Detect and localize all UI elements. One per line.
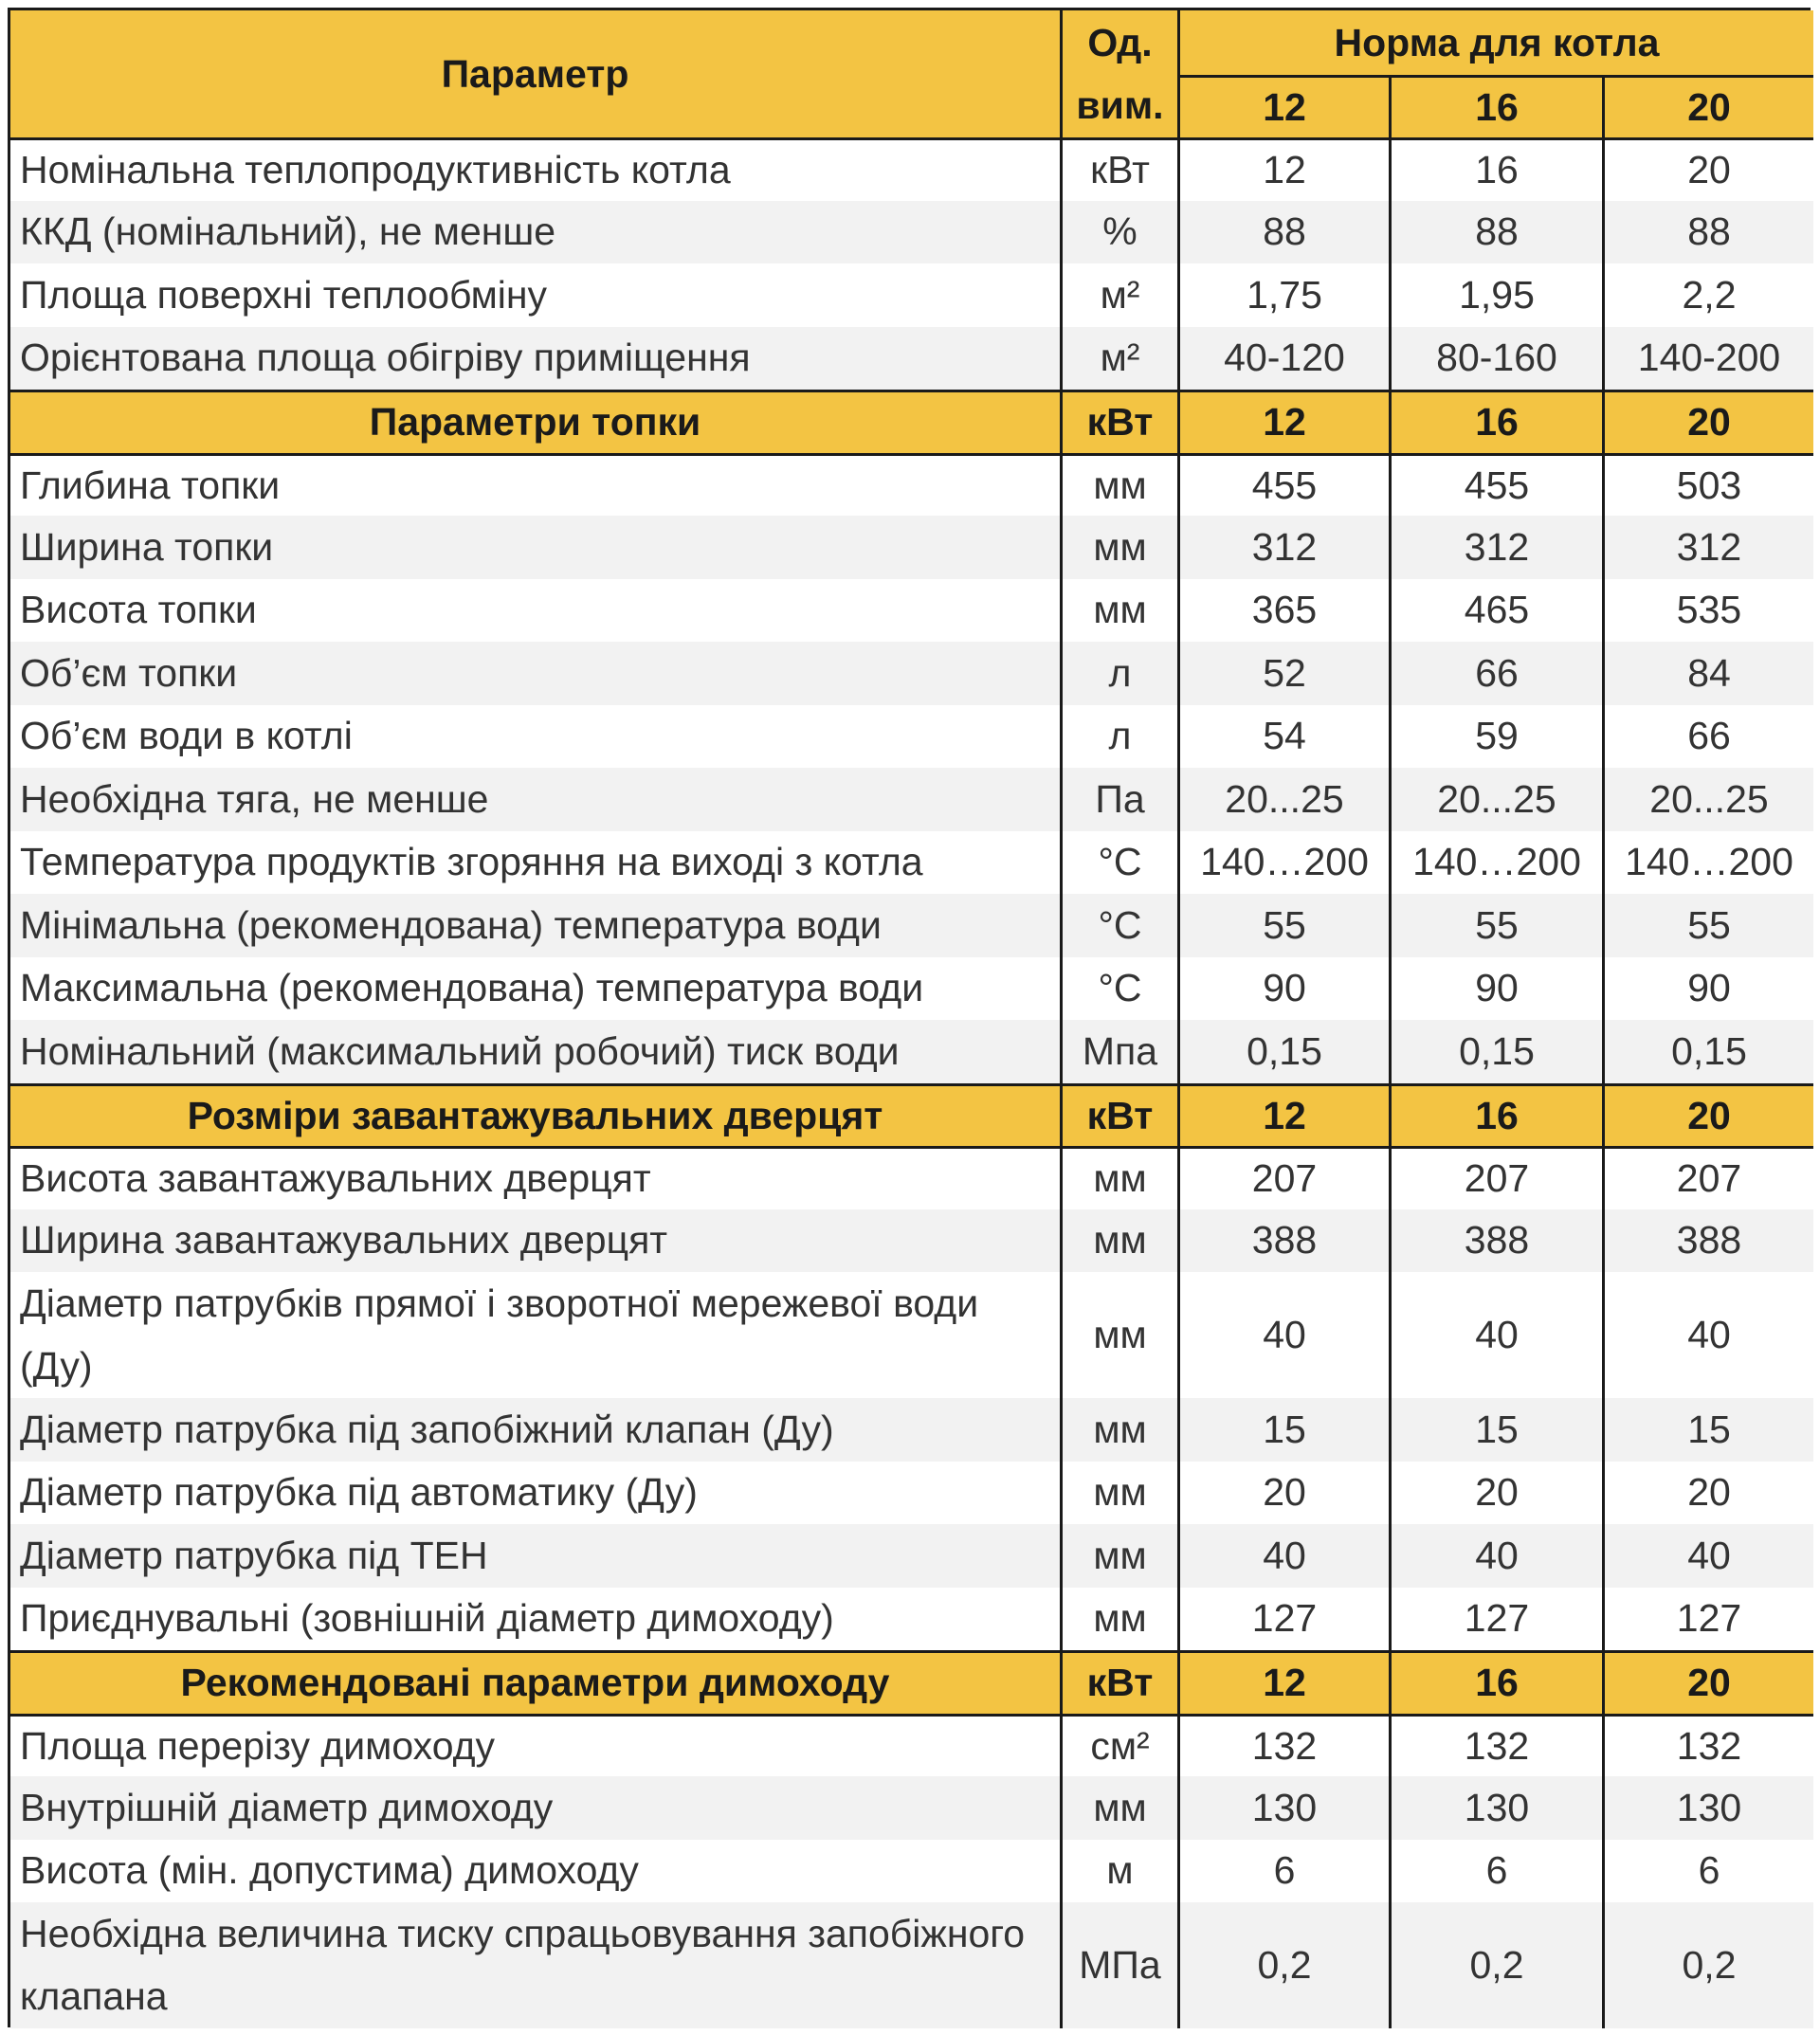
param-label: Висота топки xyxy=(10,579,1060,643)
param-label: Номінальна теплопродуктивність котла xyxy=(10,137,1060,201)
param-value: 312 xyxy=(1389,516,1602,579)
param-value: 140…200 xyxy=(1389,831,1602,895)
param-value: 127 xyxy=(1177,1588,1389,1651)
param-value: 127 xyxy=(1389,1588,1602,1651)
param-value: 6 xyxy=(1177,1840,1389,1903)
param-value: 455 xyxy=(1389,453,1602,517)
param-value: 40 xyxy=(1177,1524,1389,1588)
header-units xyxy=(1060,10,1177,137)
param-value: 388 xyxy=(1177,1209,1389,1273)
boiler-spec-table xyxy=(8,8,1811,2027)
section-model: 16 xyxy=(1389,1083,1602,1147)
param-unit: м² xyxy=(1060,327,1177,391)
param-value: 132 xyxy=(1602,1714,1813,1777)
param-value: 388 xyxy=(1602,1209,1813,1273)
param-value: 66 xyxy=(1389,642,1602,705)
param-label: Площа поверхні теплообміну xyxy=(10,263,1060,327)
param-value: 465 xyxy=(1389,579,1602,643)
param-label: Діаметр патрубка під автоматику (Ду) xyxy=(10,1462,1060,1525)
header-units-line2: вим. xyxy=(1076,83,1164,127)
param-unit: мм xyxy=(1060,1146,1177,1209)
section-title: Розміри завантажувальних дверцят xyxy=(10,1083,1060,1147)
param-value: 55 xyxy=(1602,894,1813,957)
param-value: 20 xyxy=(1602,1462,1813,1525)
param-label: Об’єм води в котлі xyxy=(10,705,1060,769)
param-label: Діаметр патрубка під ТЕН xyxy=(10,1524,1060,1588)
header-model: 16 xyxy=(1389,75,1602,137)
section-unit: кВт xyxy=(1060,390,1177,453)
param-label: Ширина топки xyxy=(10,516,1060,579)
param-value: 90 xyxy=(1177,957,1389,1021)
param-unit: мм xyxy=(1060,453,1177,517)
param-value: 55 xyxy=(1389,894,1602,957)
section-model: 12 xyxy=(1177,390,1389,453)
param-label: Орієнтована площа обігріву приміщення xyxy=(10,327,1060,391)
param-unit: мм xyxy=(1060,516,1177,579)
param-value: 40-120 xyxy=(1177,327,1389,391)
param-value: 132 xyxy=(1177,1714,1389,1777)
param-value: 365 xyxy=(1177,579,1389,643)
section-title: Рекомендовані параметри димоходу xyxy=(10,1650,1060,1714)
param-unit: кВт xyxy=(1060,137,1177,201)
param-value: 40 xyxy=(1602,1272,1813,1398)
param-value: 66 xyxy=(1602,705,1813,769)
param-label: Діаметр патрубків прямої і зворотної мережевої води (Ду) xyxy=(10,1272,1060,1398)
param-value: 20...25 xyxy=(1602,768,1813,831)
section-unit: кВт xyxy=(1060,1083,1177,1147)
section-model: 12 xyxy=(1177,1083,1389,1147)
param-unit: мм xyxy=(1060,1776,1177,1840)
param-label: Висота (мін. допустима) димоходу xyxy=(10,1840,1060,1903)
param-unit: МПа xyxy=(1060,1902,1177,2028)
param-value: 207 xyxy=(1602,1146,1813,1209)
param-value: 20...25 xyxy=(1389,768,1602,831)
param-unit: Па xyxy=(1060,768,1177,831)
param-value: 20...25 xyxy=(1177,768,1389,831)
param-label: Ширина завантажувальних дверцят xyxy=(10,1209,1060,1273)
param-value: 40 xyxy=(1177,1272,1389,1398)
param-unit: мм xyxy=(1060,1588,1177,1651)
param-value: 12 xyxy=(1177,137,1389,201)
param-unit: мм xyxy=(1060,1398,1177,1462)
param-unit: мм xyxy=(1060,1272,1177,1398)
param-value: 207 xyxy=(1389,1146,1602,1209)
section-model: 12 xyxy=(1177,1650,1389,1714)
param-value: 54 xyxy=(1177,705,1389,769)
param-unit: м xyxy=(1060,1840,1177,1903)
param-value: 127 xyxy=(1602,1588,1813,1651)
param-unit: % xyxy=(1060,201,1177,264)
param-label: Діаметр патрубка під запобіжний клапан (Ду) xyxy=(10,1398,1060,1462)
param-value: 140…200 xyxy=(1177,831,1389,895)
param-value: 88 xyxy=(1177,201,1389,264)
param-value: 15 xyxy=(1389,1398,1602,1462)
param-unit: м² xyxy=(1060,263,1177,327)
header-param: Параметр xyxy=(10,10,1060,137)
section-title: Параметри топки xyxy=(10,390,1060,453)
param-value: 312 xyxy=(1177,516,1389,579)
param-value: 130 xyxy=(1389,1776,1602,1840)
param-unit: л xyxy=(1060,705,1177,769)
param-value: 0,2 xyxy=(1177,1902,1389,2028)
param-value: 40 xyxy=(1602,1524,1813,1588)
header-norm: Норма для котла xyxy=(1177,10,1813,75)
param-value: 207 xyxy=(1177,1146,1389,1209)
param-value: 503 xyxy=(1602,453,1813,517)
param-label: Глибина топки xyxy=(10,453,1060,517)
param-value: 6 xyxy=(1602,1840,1813,1903)
param-value: 312 xyxy=(1602,516,1813,579)
param-value: 88 xyxy=(1602,201,1813,264)
param-value: 130 xyxy=(1602,1776,1813,1840)
param-value: 15 xyxy=(1602,1398,1813,1462)
param-unit: мм xyxy=(1060,579,1177,643)
param-value: 40 xyxy=(1389,1272,1602,1398)
param-value: 2,2 xyxy=(1602,263,1813,327)
param-value: 1,95 xyxy=(1389,263,1602,327)
param-value: 55 xyxy=(1177,894,1389,957)
param-value: 0,2 xyxy=(1389,1902,1602,2028)
param-unit: °С xyxy=(1060,957,1177,1021)
param-unit: Мпа xyxy=(1060,1020,1177,1083)
param-value: 0,15 xyxy=(1602,1020,1813,1083)
param-label: Температура продуктів згоряння на виході з котла xyxy=(10,831,1060,895)
param-value: 535 xyxy=(1602,579,1813,643)
param-value: 388 xyxy=(1389,1209,1602,1273)
param-value: 40 xyxy=(1389,1524,1602,1588)
param-unit: мм xyxy=(1060,1209,1177,1273)
section-model: 20 xyxy=(1602,1083,1813,1147)
param-value: 0,15 xyxy=(1389,1020,1602,1083)
param-label: Максимальна (рекомендована) температура води xyxy=(10,957,1060,1021)
param-value: 88 xyxy=(1389,201,1602,264)
param-unit: °С xyxy=(1060,831,1177,895)
param-unit: °С xyxy=(1060,894,1177,957)
param-label: Висота завантажувальних дверцят xyxy=(10,1146,1060,1209)
param-unit: см² xyxy=(1060,1714,1177,1777)
param-value: 52 xyxy=(1177,642,1389,705)
param-label: Внутрішній діаметр димоходу xyxy=(10,1776,1060,1840)
param-label: Необхідна величина тиску спрацьовування запобіжного клапана xyxy=(10,1902,1060,2028)
param-value: 20 xyxy=(1177,1462,1389,1525)
header-model: 20 xyxy=(1602,75,1813,137)
section-model: 20 xyxy=(1602,390,1813,453)
param-value: 15 xyxy=(1177,1398,1389,1462)
param-value: 20 xyxy=(1389,1462,1602,1525)
param-value: 16 xyxy=(1389,137,1602,201)
param-value: 90 xyxy=(1389,957,1602,1021)
section-model: 20 xyxy=(1602,1650,1813,1714)
param-unit: л xyxy=(1060,642,1177,705)
header-units-line1: Од. xyxy=(1087,21,1153,64)
param-label: Приєднувальні (зовнішній діаметр димоходу) xyxy=(10,1588,1060,1651)
param-label: Номінальний (максимальний робочий) тиск води xyxy=(10,1020,1060,1083)
param-unit: мм xyxy=(1060,1462,1177,1525)
param-value: 59 xyxy=(1389,705,1602,769)
section-model: 16 xyxy=(1389,390,1602,453)
param-value: 1,75 xyxy=(1177,263,1389,327)
param-value: 455 xyxy=(1177,453,1389,517)
param-value: 0,15 xyxy=(1177,1020,1389,1083)
section-unit: кВт xyxy=(1060,1650,1177,1714)
param-value: 140…200 xyxy=(1602,831,1813,895)
param-label: Необхідна тяга, не менше xyxy=(10,768,1060,831)
param-value: 84 xyxy=(1602,642,1813,705)
param-value: 140-200 xyxy=(1602,327,1813,391)
param-label: Об’єм топки xyxy=(10,642,1060,705)
param-value: 6 xyxy=(1389,1840,1602,1903)
section-model: 16 xyxy=(1389,1650,1602,1714)
param-label: Мінімальна (рекомендована) температура води xyxy=(10,894,1060,957)
param-label: ККД (номінальний), не менше xyxy=(10,201,1060,264)
param-value: 0,2 xyxy=(1602,1902,1813,2028)
param-label: Площа перерізу димоходу xyxy=(10,1714,1060,1777)
param-value: 130 xyxy=(1177,1776,1389,1840)
param-value: 90 xyxy=(1602,957,1813,1021)
param-unit: мм xyxy=(1060,1524,1177,1588)
param-value: 80-160 xyxy=(1389,327,1602,391)
param-value: 132 xyxy=(1389,1714,1602,1777)
header-model: 12 xyxy=(1177,75,1389,137)
param-value: 20 xyxy=(1602,137,1813,201)
